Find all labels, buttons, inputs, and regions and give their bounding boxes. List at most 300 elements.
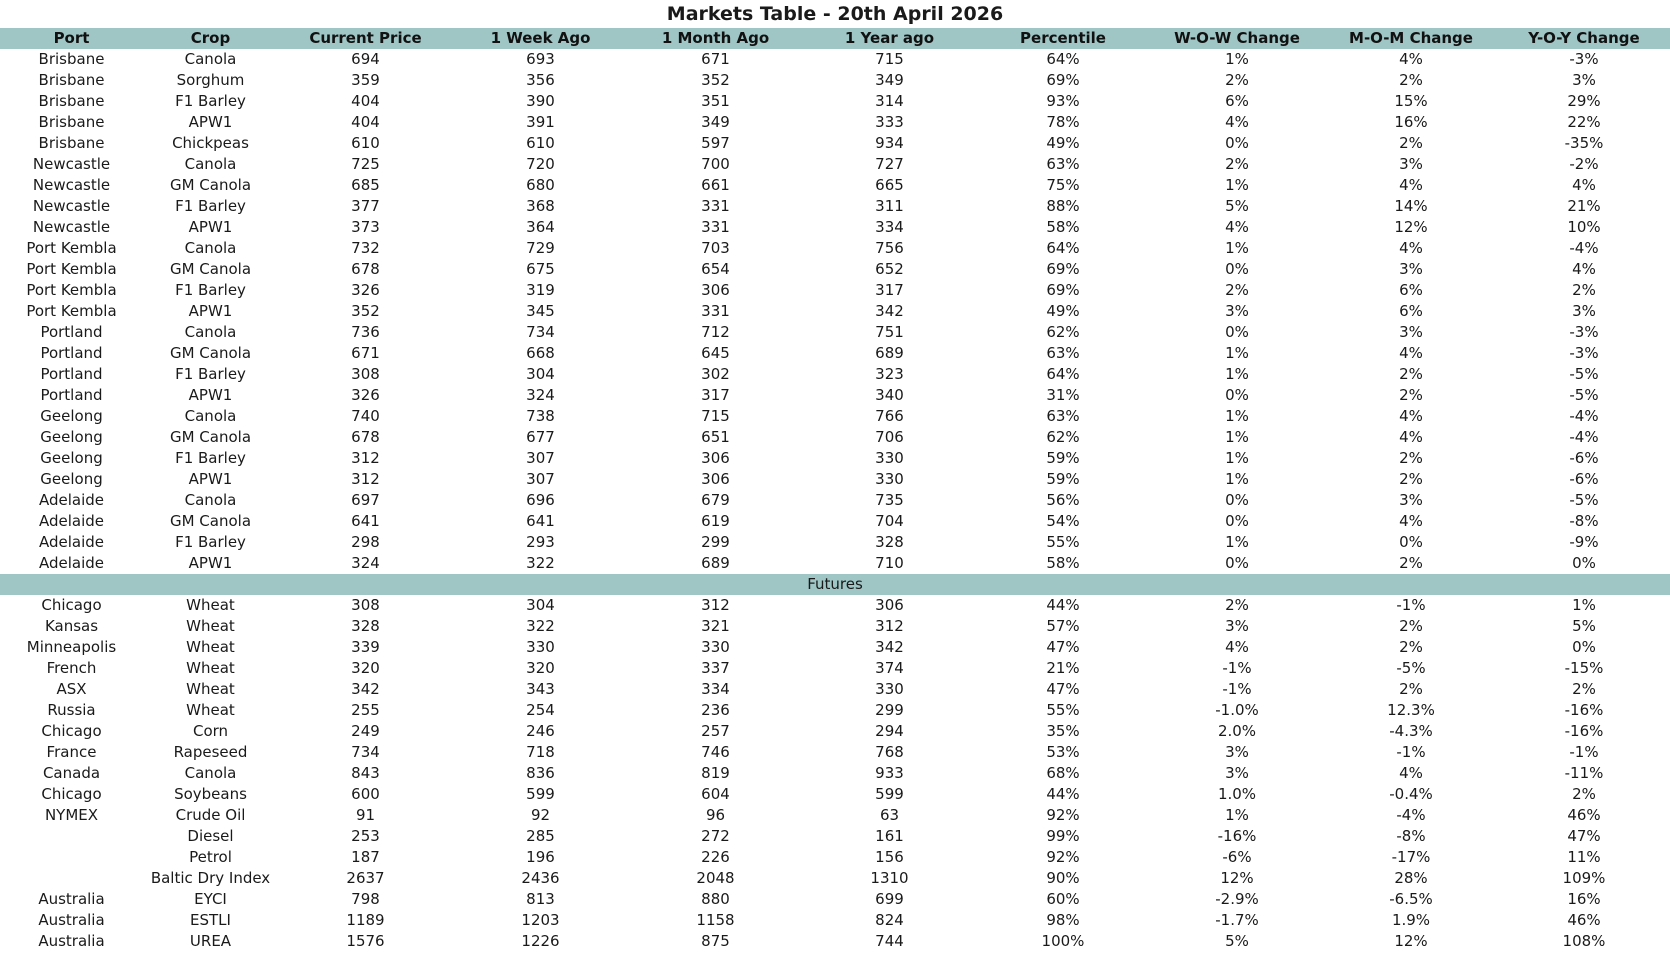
cell-percentile: 69% xyxy=(1046,71,1080,89)
cell-year-ago: 766 xyxy=(875,407,904,425)
cell-port: French xyxy=(46,659,97,677)
cell-year-ago: 699 xyxy=(875,890,904,908)
cell-yoy-change: -5% xyxy=(1569,491,1599,509)
cell-yoy-change: 5% xyxy=(1572,617,1596,635)
cell-month-ago: 331 xyxy=(701,218,730,236)
cell-week-ago: 813 xyxy=(526,890,555,908)
cell-year-ago: 374 xyxy=(875,659,904,677)
cell-current-price: 678 xyxy=(351,260,380,278)
cell-percentile: 55% xyxy=(1046,533,1080,551)
table-row xyxy=(0,637,1670,658)
cell-wow-change: 1% xyxy=(1225,449,1249,467)
cell-port: Portland xyxy=(40,365,103,383)
cell-yoy-change: 46% xyxy=(1567,911,1601,929)
cell-week-ago: 680 xyxy=(526,176,555,194)
cell-current-price: 377 xyxy=(351,197,380,215)
cell-week-ago: 319 xyxy=(526,281,555,299)
cell-week-ago: 320 xyxy=(526,659,555,677)
cell-crop: Wheat xyxy=(186,680,235,698)
cell-month-ago: 312 xyxy=(701,596,730,614)
cell-week-ago: 285 xyxy=(526,827,555,845)
cell-mom-change: 2% xyxy=(1399,449,1423,467)
cell-wow-change: 2.0% xyxy=(1217,722,1257,740)
cell-port: Geelong xyxy=(40,449,103,467)
cell-year-ago: 156 xyxy=(875,848,904,866)
cell-crop: Rapeseed xyxy=(173,743,248,761)
cell-month-ago: 715 xyxy=(701,407,730,425)
cell-current-price: 736 xyxy=(351,323,380,341)
cell-percentile: 99% xyxy=(1046,827,1080,845)
cell-percentile: 21% xyxy=(1046,659,1080,677)
cell-current-price: 328 xyxy=(351,617,380,635)
cell-percentile: 63% xyxy=(1046,407,1080,425)
cell-year-ago: 756 xyxy=(875,239,904,257)
cell-wow-change: 2% xyxy=(1225,71,1249,89)
cell-year-ago: 710 xyxy=(875,554,904,572)
cell-yoy-change: 46% xyxy=(1567,806,1601,824)
cell-week-ago: 307 xyxy=(526,470,555,488)
table-row xyxy=(0,343,1670,364)
header-yoy-change: Y-O-Y Change xyxy=(1498,28,1670,49)
cell-mom-change: -4.3% xyxy=(1389,722,1433,740)
cell-wow-change: 1% xyxy=(1225,470,1249,488)
cell-year-ago: 294 xyxy=(875,722,904,740)
cell-current-price: 187 xyxy=(351,848,380,866)
header-week-ago: 1 Week Ago xyxy=(453,28,628,49)
cell-year-ago: 744 xyxy=(875,932,904,950)
cell-week-ago: 718 xyxy=(526,743,555,761)
cell-year-ago: 333 xyxy=(875,113,904,131)
cell-month-ago: 351 xyxy=(701,92,730,110)
cell-wow-change: 3% xyxy=(1225,302,1249,320)
cell-month-ago: 352 xyxy=(701,71,730,89)
cell-percentile: 53% xyxy=(1046,743,1080,761)
cell-percentile: 93% xyxy=(1046,92,1080,110)
cell-yoy-change: 2% xyxy=(1572,680,1596,698)
cell-current-price: 339 xyxy=(351,638,380,656)
cell-year-ago: 340 xyxy=(875,386,904,404)
cell-mom-change: 2% xyxy=(1399,365,1423,383)
cell-crop: Wheat xyxy=(186,617,235,635)
cell-port: France xyxy=(46,743,97,761)
cell-yoy-change: -2% xyxy=(1569,155,1599,173)
cell-crop: GM Canola xyxy=(169,344,252,362)
cell-crop: Canola xyxy=(184,407,237,425)
cell-week-ago: 668 xyxy=(526,344,555,362)
cell-mom-change: 4% xyxy=(1399,344,1423,362)
cell-yoy-change: -6% xyxy=(1569,470,1599,488)
cell-current-price: 641 xyxy=(351,512,380,530)
cell-year-ago: 306 xyxy=(875,596,904,614)
cell-week-ago: 345 xyxy=(526,302,555,320)
cell-percentile: 69% xyxy=(1046,260,1080,278)
cell-wow-change: 1% xyxy=(1225,428,1249,446)
cell-port: Portland xyxy=(40,323,103,341)
cell-port: Chicago xyxy=(41,722,102,740)
cell-mom-change: -1% xyxy=(1396,596,1426,614)
table-row xyxy=(0,889,1670,910)
cell-week-ago: 196 xyxy=(526,848,555,866)
cell-week-ago: 254 xyxy=(526,701,555,719)
cell-mom-change: 3% xyxy=(1399,323,1423,341)
cell-mom-change: -17% xyxy=(1391,848,1431,866)
cell-wow-change: 0% xyxy=(1225,386,1249,404)
table-row xyxy=(0,553,1670,574)
cell-mom-change: 16% xyxy=(1394,113,1428,131)
cell-yoy-change: 0% xyxy=(1572,554,1596,572)
cell-port: Adelaide xyxy=(38,491,105,509)
cell-week-ago: 677 xyxy=(526,428,555,446)
cell-port: Newcastle xyxy=(32,197,111,215)
cell-current-price: 326 xyxy=(351,386,380,404)
cell-wow-change: 5% xyxy=(1225,932,1249,950)
cell-crop: Canola xyxy=(184,323,237,341)
cell-week-ago: 2436 xyxy=(521,869,560,887)
cell-crop: F1 Barley xyxy=(175,92,246,110)
cell-current-price: 740 xyxy=(351,407,380,425)
cell-current-price: 610 xyxy=(351,134,380,152)
cell-year-ago: 665 xyxy=(875,176,904,194)
cell-current-price: 798 xyxy=(351,890,380,908)
cell-port: Chicago xyxy=(41,596,102,614)
cell-year-ago: 328 xyxy=(875,533,904,551)
cell-wow-change: 3% xyxy=(1225,764,1249,782)
cell-mom-change: 4% xyxy=(1399,764,1423,782)
cell-month-ago: 226 xyxy=(701,848,730,866)
cell-crop: Wheat xyxy=(186,638,235,656)
cell-percentile: 78% xyxy=(1046,113,1080,131)
cell-crop: Baltic Dry Index xyxy=(150,869,271,887)
cell-mom-change: 3% xyxy=(1399,491,1423,509)
cell-mom-change: 2% xyxy=(1399,680,1423,698)
cell-percentile: 64% xyxy=(1046,50,1080,68)
cell-month-ago: 619 xyxy=(701,512,730,530)
cell-week-ago: 356 xyxy=(526,71,555,89)
cell-week-ago: 293 xyxy=(526,533,555,551)
cell-month-ago: 331 xyxy=(701,302,730,320)
cell-week-ago: 390 xyxy=(526,92,555,110)
cell-month-ago: 321 xyxy=(701,617,730,635)
cell-year-ago: 342 xyxy=(875,638,904,656)
cell-week-ago: 368 xyxy=(526,197,555,215)
cell-current-price: 2637 xyxy=(346,869,385,887)
cell-percentile: 31% xyxy=(1046,386,1080,404)
cell-week-ago: 343 xyxy=(526,680,555,698)
table-row xyxy=(0,742,1670,763)
table-row xyxy=(0,154,1670,175)
cell-wow-change: -2.9% xyxy=(1215,890,1259,908)
cell-year-ago: 704 xyxy=(875,512,904,530)
cell-mom-change: 2% xyxy=(1399,470,1423,488)
table-row xyxy=(0,259,1670,280)
cell-mom-change: -8% xyxy=(1396,827,1426,845)
cell-port: Kansas xyxy=(44,617,99,635)
table-row xyxy=(0,196,1670,217)
cell-port: Minneapolis xyxy=(26,638,117,656)
cell-crop: APW1 xyxy=(188,386,233,404)
cell-wow-change: 1.0% xyxy=(1217,785,1257,803)
header-month-ago: 1 Month Ago xyxy=(628,28,803,49)
cell-percentile: 98% xyxy=(1046,911,1080,929)
cell-mom-change: 2% xyxy=(1399,386,1423,404)
cell-port: Port Kembla xyxy=(26,239,117,257)
cell-month-ago: 306 xyxy=(701,281,730,299)
cell-current-price: 678 xyxy=(351,428,380,446)
cell-week-ago: 324 xyxy=(526,386,555,404)
cell-current-price: 1576 xyxy=(346,932,385,950)
cell-yoy-change: -15% xyxy=(1564,659,1604,677)
cell-port: Adelaide xyxy=(38,533,105,551)
cell-mom-change: 3% xyxy=(1399,155,1423,173)
cell-port: Newcastle xyxy=(32,218,111,236)
cell-crop: EYCI xyxy=(194,890,227,908)
cell-mom-change: 4% xyxy=(1399,512,1423,530)
cell-month-ago: 661 xyxy=(701,176,730,194)
cell-year-ago: 63 xyxy=(879,806,900,824)
cell-current-price: 324 xyxy=(351,554,380,572)
cell-yoy-change: 10% xyxy=(1567,218,1601,236)
cell-percentile: 92% xyxy=(1046,806,1080,824)
cell-mom-change: 4% xyxy=(1399,407,1423,425)
cell-year-ago: 317 xyxy=(875,281,904,299)
cell-month-ago: 306 xyxy=(701,449,730,467)
cell-crop: APW1 xyxy=(188,470,233,488)
cell-year-ago: 706 xyxy=(875,428,904,446)
cell-wow-change: 4% xyxy=(1225,113,1249,131)
cell-mom-change: 2% xyxy=(1399,617,1423,635)
cell-current-price: 312 xyxy=(351,449,380,467)
cell-yoy-change: 22% xyxy=(1567,113,1601,131)
table-body xyxy=(0,49,1670,952)
cell-week-ago: 720 xyxy=(526,155,555,173)
cell-current-price: 725 xyxy=(351,155,380,173)
cell-month-ago: 597 xyxy=(701,134,730,152)
cell-week-ago: 641 xyxy=(526,512,555,530)
cell-percentile: 57% xyxy=(1046,617,1080,635)
cell-mom-change: 2% xyxy=(1399,134,1423,152)
cell-year-ago: 727 xyxy=(875,155,904,173)
table-row xyxy=(0,322,1670,343)
cell-mom-change: 6% xyxy=(1399,281,1423,299)
cell-mom-change: 12.3% xyxy=(1387,701,1435,719)
cell-yoy-change: -16% xyxy=(1564,701,1604,719)
cell-wow-change: 0% xyxy=(1225,260,1249,278)
cell-year-ago: 323 xyxy=(875,365,904,383)
cell-wow-change: 1% xyxy=(1225,176,1249,194)
cell-wow-change: 3% xyxy=(1225,617,1249,635)
cell-yoy-change: -3% xyxy=(1569,344,1599,362)
cell-percentile: 58% xyxy=(1046,218,1080,236)
cell-crop: ESTLI xyxy=(190,911,231,929)
cell-month-ago: 317 xyxy=(701,386,730,404)
table-row xyxy=(0,826,1670,847)
table-row xyxy=(0,910,1670,931)
cell-year-ago: 768 xyxy=(875,743,904,761)
cell-yoy-change: -5% xyxy=(1569,365,1599,383)
cell-port: Australia xyxy=(38,890,105,908)
cell-crop: Crude Oil xyxy=(175,806,246,824)
cell-month-ago: 2048 xyxy=(696,869,735,887)
cell-yoy-change: -3% xyxy=(1569,50,1599,68)
cell-current-price: 326 xyxy=(351,281,380,299)
cell-port: Brisbane xyxy=(38,50,105,68)
cell-current-price: 91 xyxy=(355,806,376,824)
cell-wow-change: 5% xyxy=(1225,197,1249,215)
cell-crop: F1 Barley xyxy=(175,365,246,383)
table-row xyxy=(0,469,1670,490)
header-current-price: Current Price xyxy=(278,28,453,49)
table-row xyxy=(0,931,1670,952)
cell-year-ago: 299 xyxy=(875,701,904,719)
cell-yoy-change: -11% xyxy=(1564,764,1604,782)
cell-yoy-change: 16% xyxy=(1567,890,1601,908)
cell-percentile: 100% xyxy=(1041,932,1085,950)
cell-mom-change: 6% xyxy=(1399,302,1423,320)
cell-port: Newcastle xyxy=(32,155,111,173)
cell-wow-change: 4% xyxy=(1225,218,1249,236)
table-row xyxy=(0,784,1670,805)
cell-mom-change: -5% xyxy=(1396,659,1426,677)
cell-current-price: 671 xyxy=(351,344,380,362)
cell-week-ago: 675 xyxy=(526,260,555,278)
cell-current-price: 352 xyxy=(351,302,380,320)
header-mom-change: M-O-M Change xyxy=(1324,28,1498,49)
cell-wow-change: 6% xyxy=(1225,92,1249,110)
cell-year-ago: 1310 xyxy=(870,869,909,887)
cell-percentile: 88% xyxy=(1046,197,1080,215)
cell-port: Port Kembla xyxy=(26,302,117,320)
cell-month-ago: 679 xyxy=(701,491,730,509)
header-crop: Crop xyxy=(143,28,278,49)
cell-port: Adelaide xyxy=(38,554,105,572)
cell-port: Newcastle xyxy=(32,176,111,194)
cell-month-ago: 703 xyxy=(701,239,730,257)
table-row xyxy=(0,112,1670,133)
cell-crop: Sorghum xyxy=(176,71,245,89)
cell-crop: GM Canola xyxy=(169,176,252,194)
cell-year-ago: 735 xyxy=(875,491,904,509)
cell-current-price: 685 xyxy=(351,176,380,194)
cell-week-ago: 729 xyxy=(526,239,555,257)
table-row xyxy=(0,301,1670,322)
cell-month-ago: 875 xyxy=(701,932,730,950)
cell-mom-change: -4% xyxy=(1396,806,1426,824)
cell-mom-change: 12% xyxy=(1394,932,1428,950)
cell-month-ago: 689 xyxy=(701,554,730,572)
cell-wow-change: 12% xyxy=(1220,869,1254,887)
cell-port: Portland xyxy=(40,344,103,362)
cell-year-ago: 312 xyxy=(875,617,904,635)
cell-percentile: 55% xyxy=(1046,701,1080,719)
cell-crop: APW1 xyxy=(188,218,233,236)
cell-port: Portland xyxy=(40,386,103,404)
cell-percentile: 62% xyxy=(1046,428,1080,446)
table-row xyxy=(0,406,1670,427)
cell-week-ago: 304 xyxy=(526,365,555,383)
cell-week-ago: 738 xyxy=(526,407,555,425)
cell-percentile: 62% xyxy=(1046,323,1080,341)
cell-year-ago: 715 xyxy=(875,50,904,68)
cell-percentile: 49% xyxy=(1046,302,1080,320)
cell-month-ago: 880 xyxy=(701,890,730,908)
cell-percentile: 49% xyxy=(1046,134,1080,152)
cell-month-ago: 349 xyxy=(701,113,730,131)
cell-month-ago: 330 xyxy=(701,638,730,656)
cell-crop: APW1 xyxy=(188,302,233,320)
cell-week-ago: 307 xyxy=(526,449,555,467)
cell-percentile: 59% xyxy=(1046,470,1080,488)
cell-yoy-change: -6% xyxy=(1569,449,1599,467)
cell-wow-change: -1% xyxy=(1222,659,1252,677)
cell-crop: F1 Barley xyxy=(175,449,246,467)
cell-crop: Canola xyxy=(184,764,237,782)
cell-port: Australia xyxy=(38,932,105,950)
cell-mom-change: 3% xyxy=(1399,260,1423,278)
cell-yoy-change: -4% xyxy=(1569,407,1599,425)
cell-yoy-change: 11% xyxy=(1567,848,1601,866)
cell-week-ago: 330 xyxy=(526,638,555,656)
cell-percentile: 63% xyxy=(1046,344,1080,362)
cell-port: Port Kembla xyxy=(26,260,117,278)
table-row xyxy=(0,70,1670,91)
cell-yoy-change: 29% xyxy=(1567,92,1601,110)
cell-wow-change: -1% xyxy=(1222,680,1252,698)
cell-port: Australia xyxy=(38,911,105,929)
cell-wow-change: 1% xyxy=(1225,344,1249,362)
cell-current-price: 694 xyxy=(351,50,380,68)
cell-crop: Wheat xyxy=(186,659,235,677)
cell-port xyxy=(0,826,143,847)
cell-port xyxy=(0,847,143,868)
cell-yoy-change: -1% xyxy=(1569,743,1599,761)
table-title: Markets Table - 20th April 2026 xyxy=(666,3,1004,25)
cell-current-price: 312 xyxy=(351,470,380,488)
cell-current-price: 600 xyxy=(351,785,380,803)
cell-port: NYMEX xyxy=(44,806,99,824)
cell-wow-change: 1% xyxy=(1225,533,1249,551)
cell-month-ago: 236 xyxy=(701,701,730,719)
cell-crop: Chickpeas xyxy=(172,134,249,152)
cell-current-price: 697 xyxy=(351,491,380,509)
table-row xyxy=(0,385,1670,406)
cell-port: Russia xyxy=(47,701,96,719)
cell-current-price: 320 xyxy=(351,659,380,677)
cell-yoy-change: 3% xyxy=(1572,71,1596,89)
cell-percentile: 47% xyxy=(1046,638,1080,656)
cell-week-ago: 1203 xyxy=(521,911,560,929)
table-row xyxy=(0,364,1670,385)
cell-yoy-change: -16% xyxy=(1564,722,1604,740)
cell-year-ago: 330 xyxy=(875,680,904,698)
cell-year-ago: 342 xyxy=(875,302,904,320)
cell-month-ago: 96 xyxy=(705,806,726,824)
table-row xyxy=(0,238,1670,259)
cell-yoy-change: 2% xyxy=(1572,281,1596,299)
cell-week-ago: 610 xyxy=(526,134,555,152)
cell-mom-change: 1.9% xyxy=(1391,911,1431,929)
cell-mom-change: -6.5% xyxy=(1389,890,1433,908)
cell-crop: Diesel xyxy=(187,827,234,845)
cell-port: Port Kembla xyxy=(26,281,117,299)
cell-port: ASX xyxy=(56,680,87,698)
header-wow-change: W-O-W Change xyxy=(1150,28,1324,49)
cell-yoy-change: -4% xyxy=(1569,428,1599,446)
cell-yoy-change: -4% xyxy=(1569,239,1599,257)
table-row xyxy=(0,616,1670,637)
cell-year-ago: 751 xyxy=(875,323,904,341)
cell-current-price: 734 xyxy=(351,743,380,761)
cell-current-price: 255 xyxy=(351,701,380,719)
